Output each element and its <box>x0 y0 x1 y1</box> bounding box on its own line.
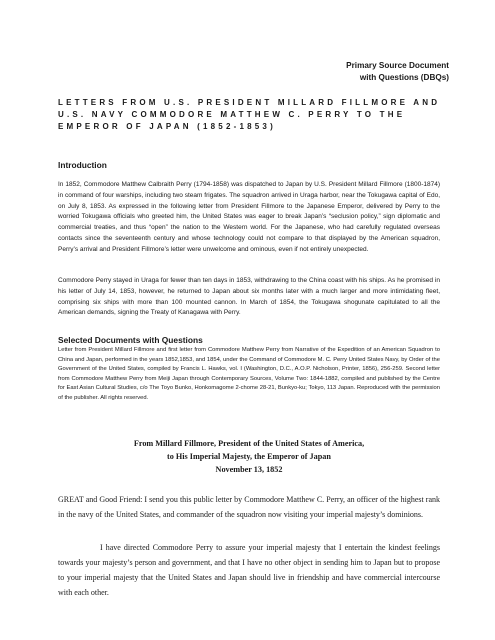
document-type-header <box>189 60 449 84</box>
introduction-heading: Introduction <box>58 160 107 170</box>
letter-paragraph-1: GREAT and Good Friend: I send you this public letter by Commodore Matthew C. Perry, an officer of the highest rank in the navy of the United States, and commander of the squadron now visiting your imperial majesty’s dominions. <box>58 495 440 519</box>
introduction-paragraph-2: Commodore Perry stayed in Uraga for fewer than ten days in 1853, withdrawing to the China coast with his ships. As he promised in his letter of July 14, 1853, however, he returned to Japan about six months later with a much larger and more intimidating fleet, comprising six ships with more than 100 mounted cannon. In March of 1854, the Tokugawa shogunate capitulated to all the American demands, signing the Treaty of Kanagawa with Perry. <box>58 277 440 317</box>
letter-paragraph-2: I have directed Commodore Perry to assure your imperial majesty that I entertain the kindest feelings towards your majesty’s person and government, and that I have no other object in sending him to Japan but to propose to your imperial majesty that the United States and Japan should live in friendship and have commercial intercourse with each other. <box>58 543 440 597</box>
selected-documents-citation: Letter from President Millard Fillmore and first letter from Commodore Matthew Perry from Narrative of the Expedition of an American Squadron to China and Japan, performed in the years 1852,1853, and 1854, under the Command of Commodore M. C. Perry United States Navy, by Order of the Government of the United States, compiled by Francis L. Hawks, vol. I (Washington, D.C., A.O.P. Nicholson, Printer, 1856), 256-259. Second letter from Commodore Matthew Perry from Meiji Japan through Contemporary Sources, Volume Two: 1844-1882, compiled and published by the Centre for East Asian Cultural Studies, c/o The Toyo Bunko, Honkomagome 2-chome 28-21, Bunkyo-ku; Tokyo, 113 Japan. Reproduced with the permission of the publisher. All rights reserved. <box>58 347 440 401</box>
letter-title-line-1: From Millard Fillmore, President of the United States of America, <box>133 439 365 448</box>
letter-title <box>58 437 440 476</box>
letter-date: November 13, 1852 <box>215 465 283 474</box>
letter-title-line-2: to His Imperial Majesty, the Emperor of Japan <box>167 452 331 461</box>
header-line-2: with Questions (DBQs) <box>359 73 449 82</box>
header-line-1: Primary Source Document <box>346 61 449 70</box>
document-title: LETTERS FROM U.S. PRESIDENT MILLARD FILLMORE AND U.S. NAVY COMMODORE MATTHEW C. PERRY TO THE EMPEROR OF JAPAN (1852-1853) <box>58 98 441 131</box>
selected-documents-heading: Selected Documents with Questions <box>58 335 203 345</box>
introduction-paragraph-1: In 1852, Commodore Matthew Calbraith Perry (1794-1858) was dispatched to Japan by U.S. President Millard Fillmore (1800-1874) in command of four warships, including two steam frigates. The squadron arrived in Uraga harbor, near the Tokugawa capital of Edo, on July 8, 1853. As expressed in the following letter from President Fillmore to the Japanese Emperor, delivered by Perry to the worried Tokugawa officials who greeted him, the United States was eager to break Japan’s “seclusion policy,” sign diplomatic and commercial treaties, and thus “open” the nation to the Western world. For the Japanese, who had carefully regulated overseas contacts since the seventeenth century and whose technology could not compare to that displayed by the American squadron, Perry’s arrival and President Fillmore’s letter were unwelcome and ominous, even if not entirely unexpected. <box>58 181 440 253</box>
